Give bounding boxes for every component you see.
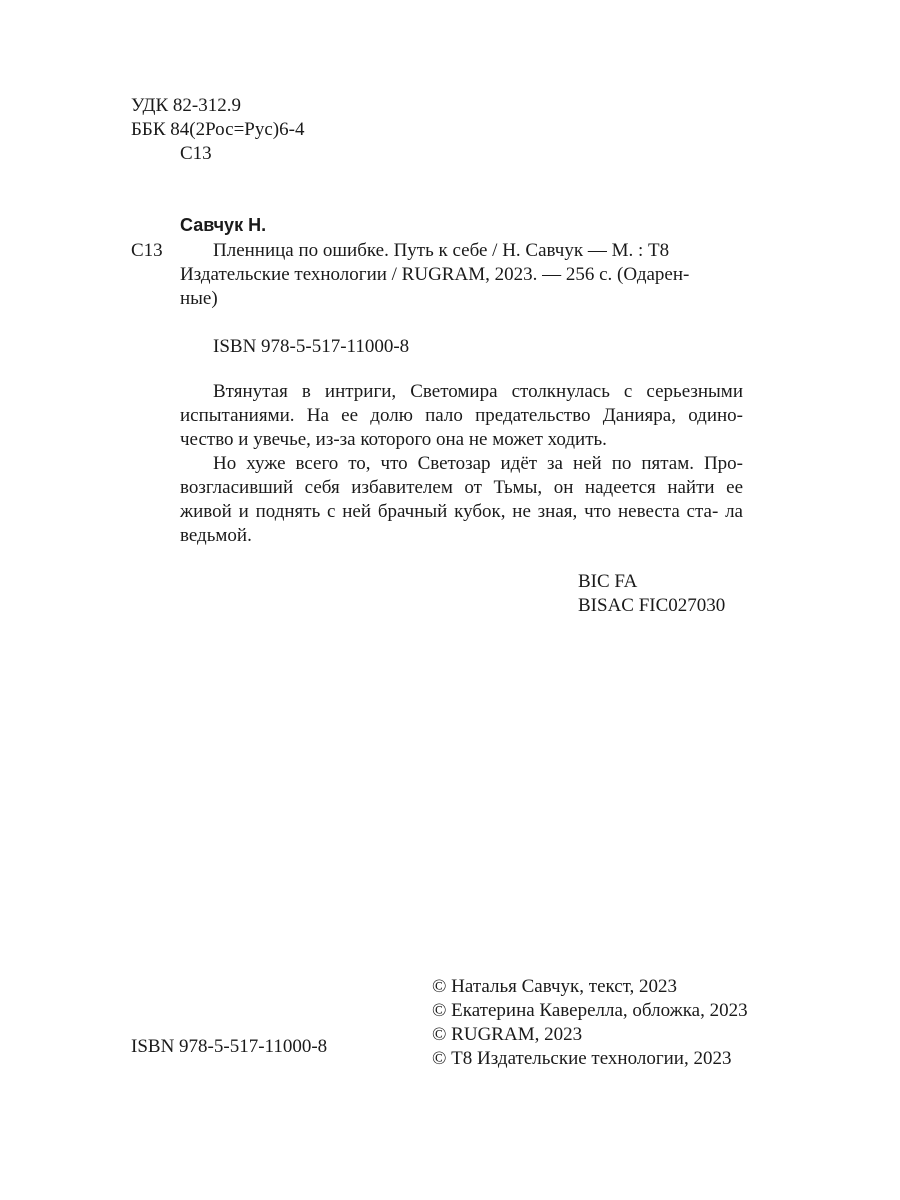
description-line: Пленница по ошибке. Путь к себе / Н. Савчук — М. : Т8 bbox=[213, 240, 670, 261]
entry-author: Савчук Н. bbox=[180, 215, 267, 235]
description-line: Издательские технологии / RUGRAM, 2023. — 256 с. (Одарен- bbox=[180, 264, 690, 285]
isbn-bottom: ISBN 978-5-517-11000-8 bbox=[131, 1036, 328, 1057]
bibliographic-description bbox=[180, 239, 743, 311]
entry-author-mark: С13 bbox=[131, 240, 163, 261]
description-line: ные) bbox=[180, 288, 218, 309]
copyright-line: © RUGRAM, 2023 bbox=[432, 1024, 583, 1045]
annotation bbox=[180, 380, 743, 548]
bic-code: BIC FA bbox=[578, 571, 638, 592]
udk-code: УДК 82-312.9 bbox=[131, 95, 241, 116]
subject-codes bbox=[578, 570, 725, 618]
copyright-block bbox=[432, 975, 748, 1071]
author-mark: С13 bbox=[180, 143, 212, 164]
classification-block bbox=[131, 94, 304, 166]
isbn-main: ISBN 978-5-517-11000-8 bbox=[213, 336, 410, 357]
copyright-line: © Наталья Савчук, текст, 2023 bbox=[432, 976, 678, 997]
annotation-paragraph: Но хуже всего то, что Светозар идёт за ней по пятам. Про- возгласивший себя избавителем от Тьмы, он надеется найти ее живой и поднять с ней брачный кубок, не зная, что невеста ста- ла ведьмой. bbox=[180, 453, 743, 546]
copyright-line: © Т8 Издательские технологии, 2023 bbox=[432, 1048, 732, 1069]
bisac-code: BISAC FIC027030 bbox=[578, 595, 726, 616]
annotation-paragraph: Втянутая в интриги, Светомира столкнулась с серьезными испытаниями. На ее долю пало предательство Данияра, одино- чество и увечье, из-за которого она не может ходить. bbox=[180, 381, 743, 450]
bbk-code: ББК 84(2Рос=Рус)6-4 bbox=[131, 119, 305, 140]
copyright-line: © Екатерина Каверелла, обложка, 2023 bbox=[432, 1000, 748, 1021]
